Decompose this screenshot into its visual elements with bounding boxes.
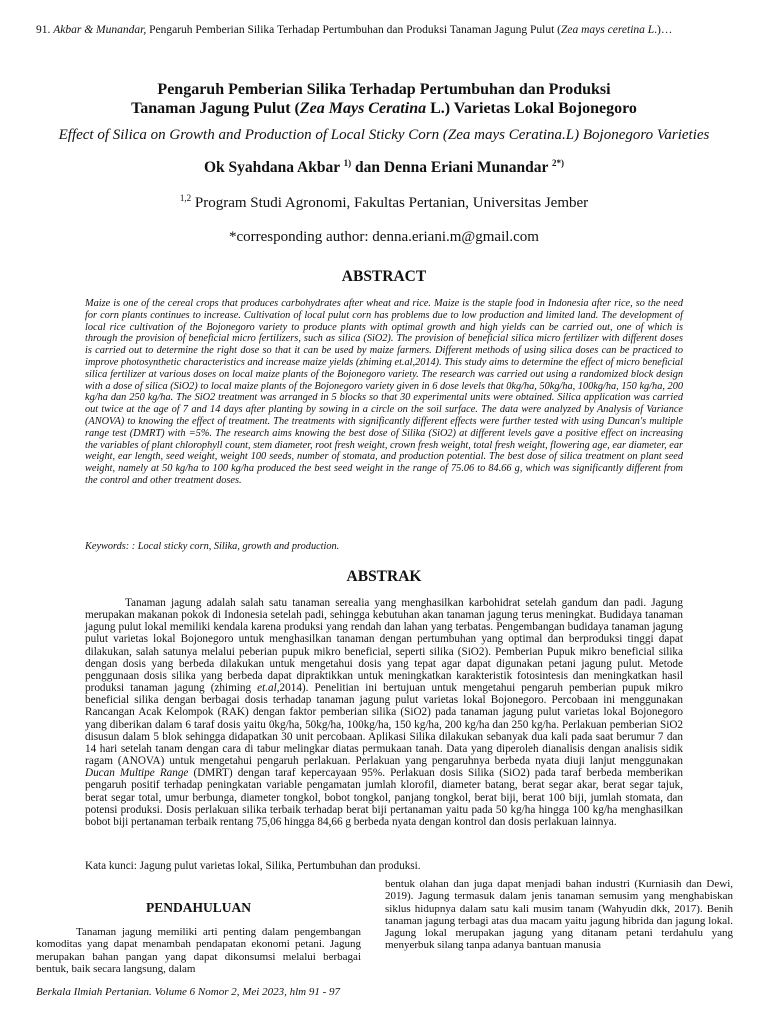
running-head-authors: Akbar & Munandar,: [53, 24, 147, 36]
keywords-english: Keywords: : Local sticky corn, Silika, growth and production.: [85, 541, 340, 552]
abstract-english: Maize is one of the cereal crops that produces carbohydrates after wheat and rice. Maize is the staple food in Indonesia after rice, so the need for corn plants continues to increase. Cultivation of local pulut corn has problems due to low production and limited land. The development of local rice cultivation of the Bojonegoro variety to produce plants with optimal growth and high yields can be carried out, one of which is through the provision of beneficial micro fertilizers, such as silica (SiO2). The provision of beneficial silica micro fertilizer with different doses is carried out to determine the right dose so that it can be used by maize farmers. Different methods of using silica doses can be practiced to improve photosynthetic characteristics and increase maize yields (zhiming et.al,2014). This study aims to determine the effect of micro beneficial silica fertilizer at various doses on local maize plants of the Bojonegoro variety. The research was carried out using a randomized block design with a dose of silica (SiO2) to local maize plants of the Bojonegoro variety given in 6 dose levels that 0kg/ha, 50kg/ha, 100kg/ha, 150 kg/ha, 200 kg/ha dan 250 kg/ha. The SiO2 treatment was arranged in 5 blocks so that 30 experimental units were obtained. Silica application was carried out twice at the age of 7 and 14 days after planting by sowing in a circle on the soil surface. The data were analyzed by Analysis of Variance (ANOVA) to knowing the effect of treatment. The treatments with significantly different effects were further tested with using Duncan's multiple range test (DMRT) with =5%. The research aims knowing the best dose of Silika (SiO2) at different levels gave a positive effect on increasing the variables of plant chlorophyll count, stem diameter, root fresh weight, crown fresh weight, total fresh weight, flowering age, ear diameter, ear weight, ear length, seed weight, weight 100 seeds, number of stomata, and production potential. The best dose of silica treatment on plant seed weight, namely at 50 kg/ha to 100 kg/ha produced the best seed weight in the range of 75.06 to 84.66 g, which was significantly different from the control and other treatment doses.: [85, 298, 683, 486]
corresponding-author: *corresponding author: denna.eriani.m@gmail.com: [229, 229, 539, 245]
title-line-1: Pengaruh Pemberian Silika Terhadap Pertumbuhan dan Produksi: [157, 81, 611, 98]
title-species: Zea Mays Ceratina: [299, 100, 427, 117]
running-head-tail: .)…: [654, 24, 673, 36]
abstrak-part-3: (DMRT) dengan taraf kepercayaan 95%. Perlakuan dosis Silika (SiO2) pada taraf berbeda memberikan pengaruh positif terhadap peningkatan variable pengamatan jumlah klorofil, diameter batang, berat segar akar, berat segar tajuk, berat segar total, umur berbunga, diameter tongkol, bobot tongkol, panjang tongkol, berat biji, berat 100 biji, jumlah stomata, dan potensi produksi. Dosis perlakuan silika terbaik terhadap berat biji pertanaman yaitu pada 50 kg/ha hingga 100 kg/ha menghasilkan bobot biji pertanaman terbaik rentang 75,06 hingga 84,66 g berbeda nyata dengan kontrol dan dosis perlakuan lainnya.: [85, 767, 683, 828]
abstrak-part-2: 2014). Penelitian ini bertujuan untuk mengetahui pengaruh pemberian pupuk mikro beneficial silika dengan berbagai dosis terhadap tanaman jagung pulut varietas lokal Bojonegoro. Percobaan ini menggunakan Rancangan Acak Kelompok (RAK) dengan faktor pemberian silika (SiO2) pada tanaman jagung pulut varietas lokal Bojonegoro yang diberikan dalam 6 taraf dosis yaitu 0kg/ha, 50kg/ha, 100kg/ha, 150 kg/ha, 200 kg/ha dan 250 kg/ha. Perlakuan pemberian SiO2 disusun dalam 5 blok sehingga didapatkan 30 unit percobaan. Aplikasi Silika dilakukan sebanyak dua kali pada saat berumur 7 dan 14 hari setelah tanam dengan cara di tabur melingkar diatas permukaan tanah. Data yang diperoleh dianalisis dengan analisis sidik ragam (ANOVA) untuk mengetahui pengaruh perlakuan. Perlakuan yang pengaruhnya berbeda nyata diuji lanjut menggunakan: [85, 682, 684, 768]
affiliation: [0, 193, 768, 212]
affiliation-sup: 1,2: [179, 193, 192, 203]
journal-footer: Berkala Ilmiah Pertanian. Volume 6 Nomor 2, Mei 2023, hlm 91 - 97: [36, 986, 340, 998]
author-1-sup: 1): [343, 158, 352, 168]
paper-title: [0, 80, 768, 118]
author-conj: dan: [351, 159, 384, 177]
author-1: Ok Syahdana Akbar: [203, 159, 340, 177]
title-line-2: [0, 99, 768, 118]
title-line-2-pre: Tanaman Jagung Pulut (: [131, 100, 300, 117]
intro-right-column: bentuk olahan dan juga dapat menjadi bahan industri (Kurniasih dan Dewi, 2019). Jagung termasuk dalam jenis tanaman semusim yang menghabiskan siklus hidupnya dalam satu kali musim tanam (Wahyudin dkk, 2017). Benih tanaman jagung terbagi atas dua macam yaitu jagung hibrida dan jagung lokal. Jagung lokal merupakan jagung yang ditanam petani terdahulu yang menyerbuk silang tanpa adanya bantuan manusia: [385, 878, 733, 952]
running-head: [36, 24, 672, 36]
author-2-sup: 2*): [552, 158, 565, 168]
title-line-2-post: L.) Varietas Lokal Bojonegoro: [426, 100, 637, 117]
abstrak-part-1: Tanaman jagung adalah salah satu tanaman serealia yang menghasilkan karbohidrat setelah gandum dan padi. Jagung merupakan makanan pokok di Indonesia setelah padi, sehingga kebutuhan akan tanaman jagung terus meningkat. Budidaya tanaman jagung pulut lokal memiliki kendala karena produksi yang rendah dan lahan yang terbatas. Pengembangan budidaya tanaman jagung pulut varietas lokal Bojonegoro untuk menghasilkan tanaman dengan pertumbuhan yang optimal dan berproduksi tinggi dapat dilakukan, salah satunya melalui peberian pupuk mikro beneficial, seperti silika (SiO2). Pemberian Pupuk mikro beneficial silika dengan dosis yang berbeda dilakukan untuk mengetahui dosis yang tepat agar dapat digunakan petani jagung pulut. Metode penggunaan dosis silika yang berbeda dapat dipraktikkan untuk meningkatkan karakteristik fotosintesis dan meningkatkan hasil produksi tanaman jagung (zhiming: [85, 597, 683, 695]
abstrak-indonesian: [85, 597, 683, 828]
author-list: [0, 158, 768, 177]
running-head-species: Zea mays ceretina L: [561, 24, 655, 36]
affiliation-text: Program Studi Agronomi, Fakultas Pertanian, Universitas Jember: [191, 195, 589, 211]
abstrak-etal: et.al,: [257, 682, 280, 695]
running-head-title: Pengaruh Pemberian Silika Terhadap Pertumbuhan dan Produksi Tanaman Jagung Pulut (: [149, 24, 561, 36]
abstrak-dmrt: Ducan Multipe Range: [85, 767, 189, 780]
intro-left-column: Tanaman jagung memiliki arti penting dalam pengembangan komoditas yang dapat menambah pendapatan ekonomi petani. Jagung merupakan bahan pangan yang dapat dikonsumsi melalui berbagai bentuk, baik secara langsung, dalam: [36, 926, 361, 975]
abstrak-heading: ABSTRAK: [346, 568, 422, 585]
abstract-heading: ABSTRACT: [341, 268, 427, 285]
english-title: Effect of Silica on Growth and Production of Local Sticky Corn (Zea mays Ceratina.L) Bojonegoro Varieties: [58, 127, 710, 143]
pendahuluan-heading: PENDAHULUAN: [145, 900, 251, 915]
page-number: 91.: [36, 24, 51, 36]
keywords-indonesian: Kata kunci: Jagung pulut varietas lokal, Silika, Pertumbuhan dan produksi.: [85, 860, 421, 872]
author-2: Denna Eriani Munandar: [383, 159, 549, 177]
